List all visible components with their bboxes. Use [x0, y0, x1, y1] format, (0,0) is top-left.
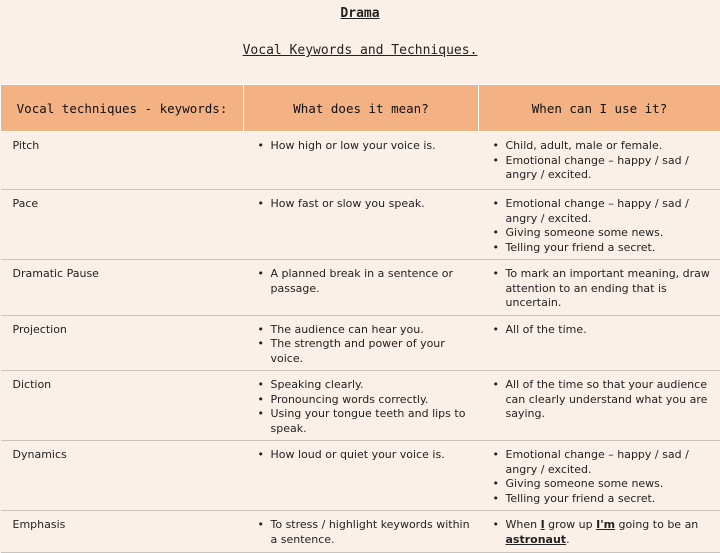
list-item: • Emotional change – happy / sad / angry / excited.	[491, 154, 715, 183]
vocal-techniques-table	[0, 84, 720, 553]
meaning-cell	[244, 260, 479, 316]
list-item: • To stress / highlight keywords within a sentence.	[256, 518, 473, 547]
list-item: • Giving someone some news.	[491, 477, 715, 492]
keyword-cell: Pace	[1, 190, 244, 260]
meaning-cell	[244, 371, 479, 441]
emphasised-word: astronaut	[506, 533, 567, 546]
meaning-cell	[244, 190, 479, 260]
list-item: • All of the time so that your audience can clearly understand what you are saying.	[491, 378, 715, 422]
usage-cell	[479, 190, 720, 260]
column-header-meaning: What does it mean?	[244, 85, 479, 132]
meaning-cell	[244, 315, 479, 371]
keyword-cell: Projection	[1, 315, 244, 371]
usage-cell	[479, 132, 720, 190]
list-item: • Telling your friend a secret.	[491, 241, 715, 256]
table-row	[1, 260, 720, 316]
keyword-cell: Dynamics	[1, 441, 244, 511]
list-item: • The strength and power of your voice.	[256, 337, 473, 366]
usage-cell	[479, 441, 720, 511]
list-item: • A planned break in a sentence or passage.	[256, 267, 473, 296]
usage-cell	[479, 315, 720, 371]
emphasis-text: going to be an	[615, 518, 698, 531]
list-item: • Giving someone some news.	[491, 226, 715, 241]
keyword-cell: Pitch	[1, 132, 244, 190]
emphasised-word: I'm	[596, 518, 615, 531]
meaning-cell	[244, 441, 479, 511]
list-item: • Speaking clearly.	[256, 378, 473, 393]
list-item: • Telling your friend a secret.	[491, 492, 715, 507]
list-item: • Using your tongue teeth and lips to speak.	[256, 407, 473, 436]
table-row	[1, 315, 720, 371]
emphasis-text: .	[566, 533, 570, 546]
keyword-cell: Diction	[1, 371, 244, 441]
list-item: • How high or low your voice is.	[256, 139, 473, 154]
table-row	[1, 511, 720, 553]
list-item: • Child, adult, male or female.	[491, 139, 715, 154]
keyword-cell: Dramatic Pause	[1, 260, 244, 316]
list-item	[491, 518, 715, 547]
list-item: • How loud or quiet your voice is.	[256, 448, 473, 463]
meaning-cell	[244, 511, 479, 553]
column-header-keywords: Vocal techniques - keywords:	[1, 85, 244, 132]
usage-cell	[479, 511, 720, 553]
table-row	[1, 371, 720, 441]
emphasis-text: When	[506, 518, 541, 531]
list-item: • Emotional change – happy / sad / angry / excited.	[491, 197, 715, 226]
page-title: Drama	[0, 6, 720, 21]
usage-cell	[479, 371, 720, 441]
page-subtitle: Vocal Keywords and Techniques.	[0, 43, 720, 58]
column-header-usage: When can I use it?	[479, 85, 720, 132]
list-item: • All of the time.	[491, 323, 715, 338]
meaning-cell	[244, 132, 479, 190]
list-item: • The audience can hear you.	[256, 323, 473, 338]
list-item: • To mark an important meaning, draw attention to an ending that is uncertain.	[491, 267, 715, 311]
emphasised-word: I	[541, 518, 545, 531]
keyword-cell: Emphasis	[1, 511, 244, 553]
table-row	[1, 441, 720, 511]
emphasis-text: grow up	[545, 518, 596, 531]
list-item: • How fast or slow you speak.	[256, 197, 473, 212]
list-item: • Pronouncing words correctly.	[256, 393, 473, 408]
table-row	[1, 132, 720, 190]
table-header-row	[1, 85, 720, 132]
table-row	[1, 190, 720, 260]
usage-cell	[479, 260, 720, 316]
list-item: • Emotional change – happy / sad / angry / excited.	[491, 448, 715, 477]
